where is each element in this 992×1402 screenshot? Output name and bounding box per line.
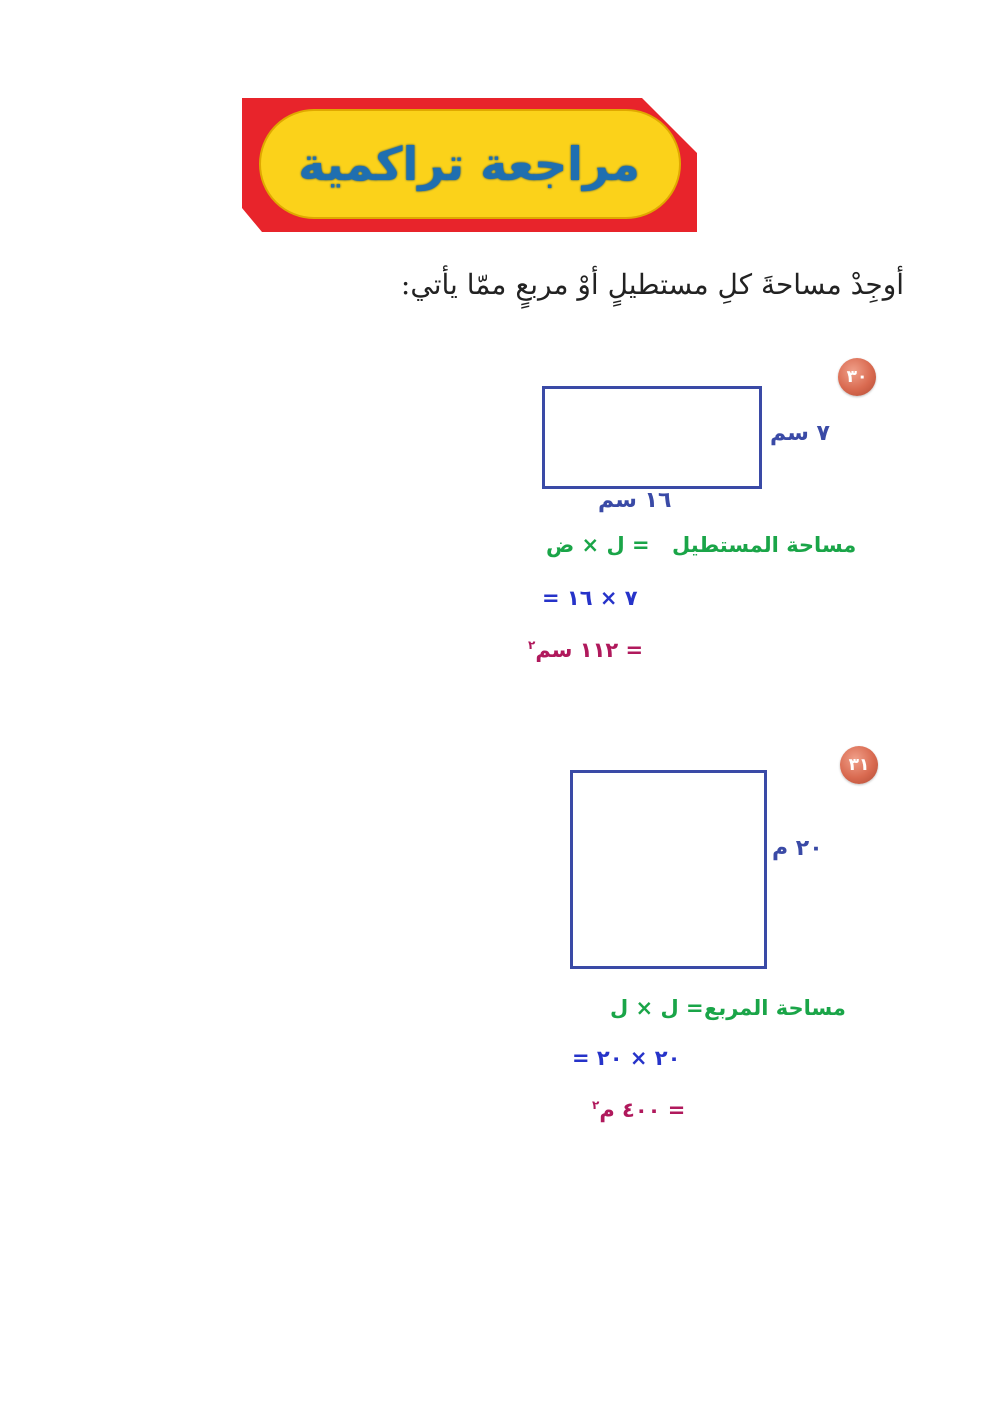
- result-line: [528, 638, 643, 662]
- square-side-label: ٢٠ م: [772, 836, 823, 861]
- formula-label: مساحة المربع: [704, 996, 846, 1020]
- unit-exponent: ٢: [528, 638, 536, 652]
- banner-title: مراجعة تراكمية: [298, 137, 640, 191]
- formula-rhs: = ل × ض: [546, 533, 650, 557]
- rectangle-width-label: ٧ سم: [770, 421, 830, 446]
- rectangle-shape: [542, 386, 762, 489]
- rectangle-length-label: ١٦ سم: [598, 488, 672, 513]
- problem-number-badge: ٣٠: [838, 358, 876, 396]
- result-value: = ١١٢ سم: [535, 638, 644, 662]
- calculation-step: = ٢٠ × ٢٠: [572, 1046, 681, 1070]
- problem-number-badge: ٣١: [840, 746, 878, 784]
- formula-rhs: = ل × ل: [610, 996, 704, 1020]
- unit-exponent: ٢: [592, 1098, 600, 1112]
- instruction-text: أوجِدْ مساحةَ كلِ مستطيلٍ أوْ مربعٍ ممّا يأتي:: [400, 268, 904, 301]
- formula-label: مساحة المستطيل: [672, 533, 857, 557]
- calculation-step: = ٧ × ١٦: [542, 586, 638, 610]
- result-value: = ٤٠٠ م: [599, 1098, 686, 1122]
- result-line: [592, 1098, 685, 1122]
- square-shape: [570, 770, 767, 969]
